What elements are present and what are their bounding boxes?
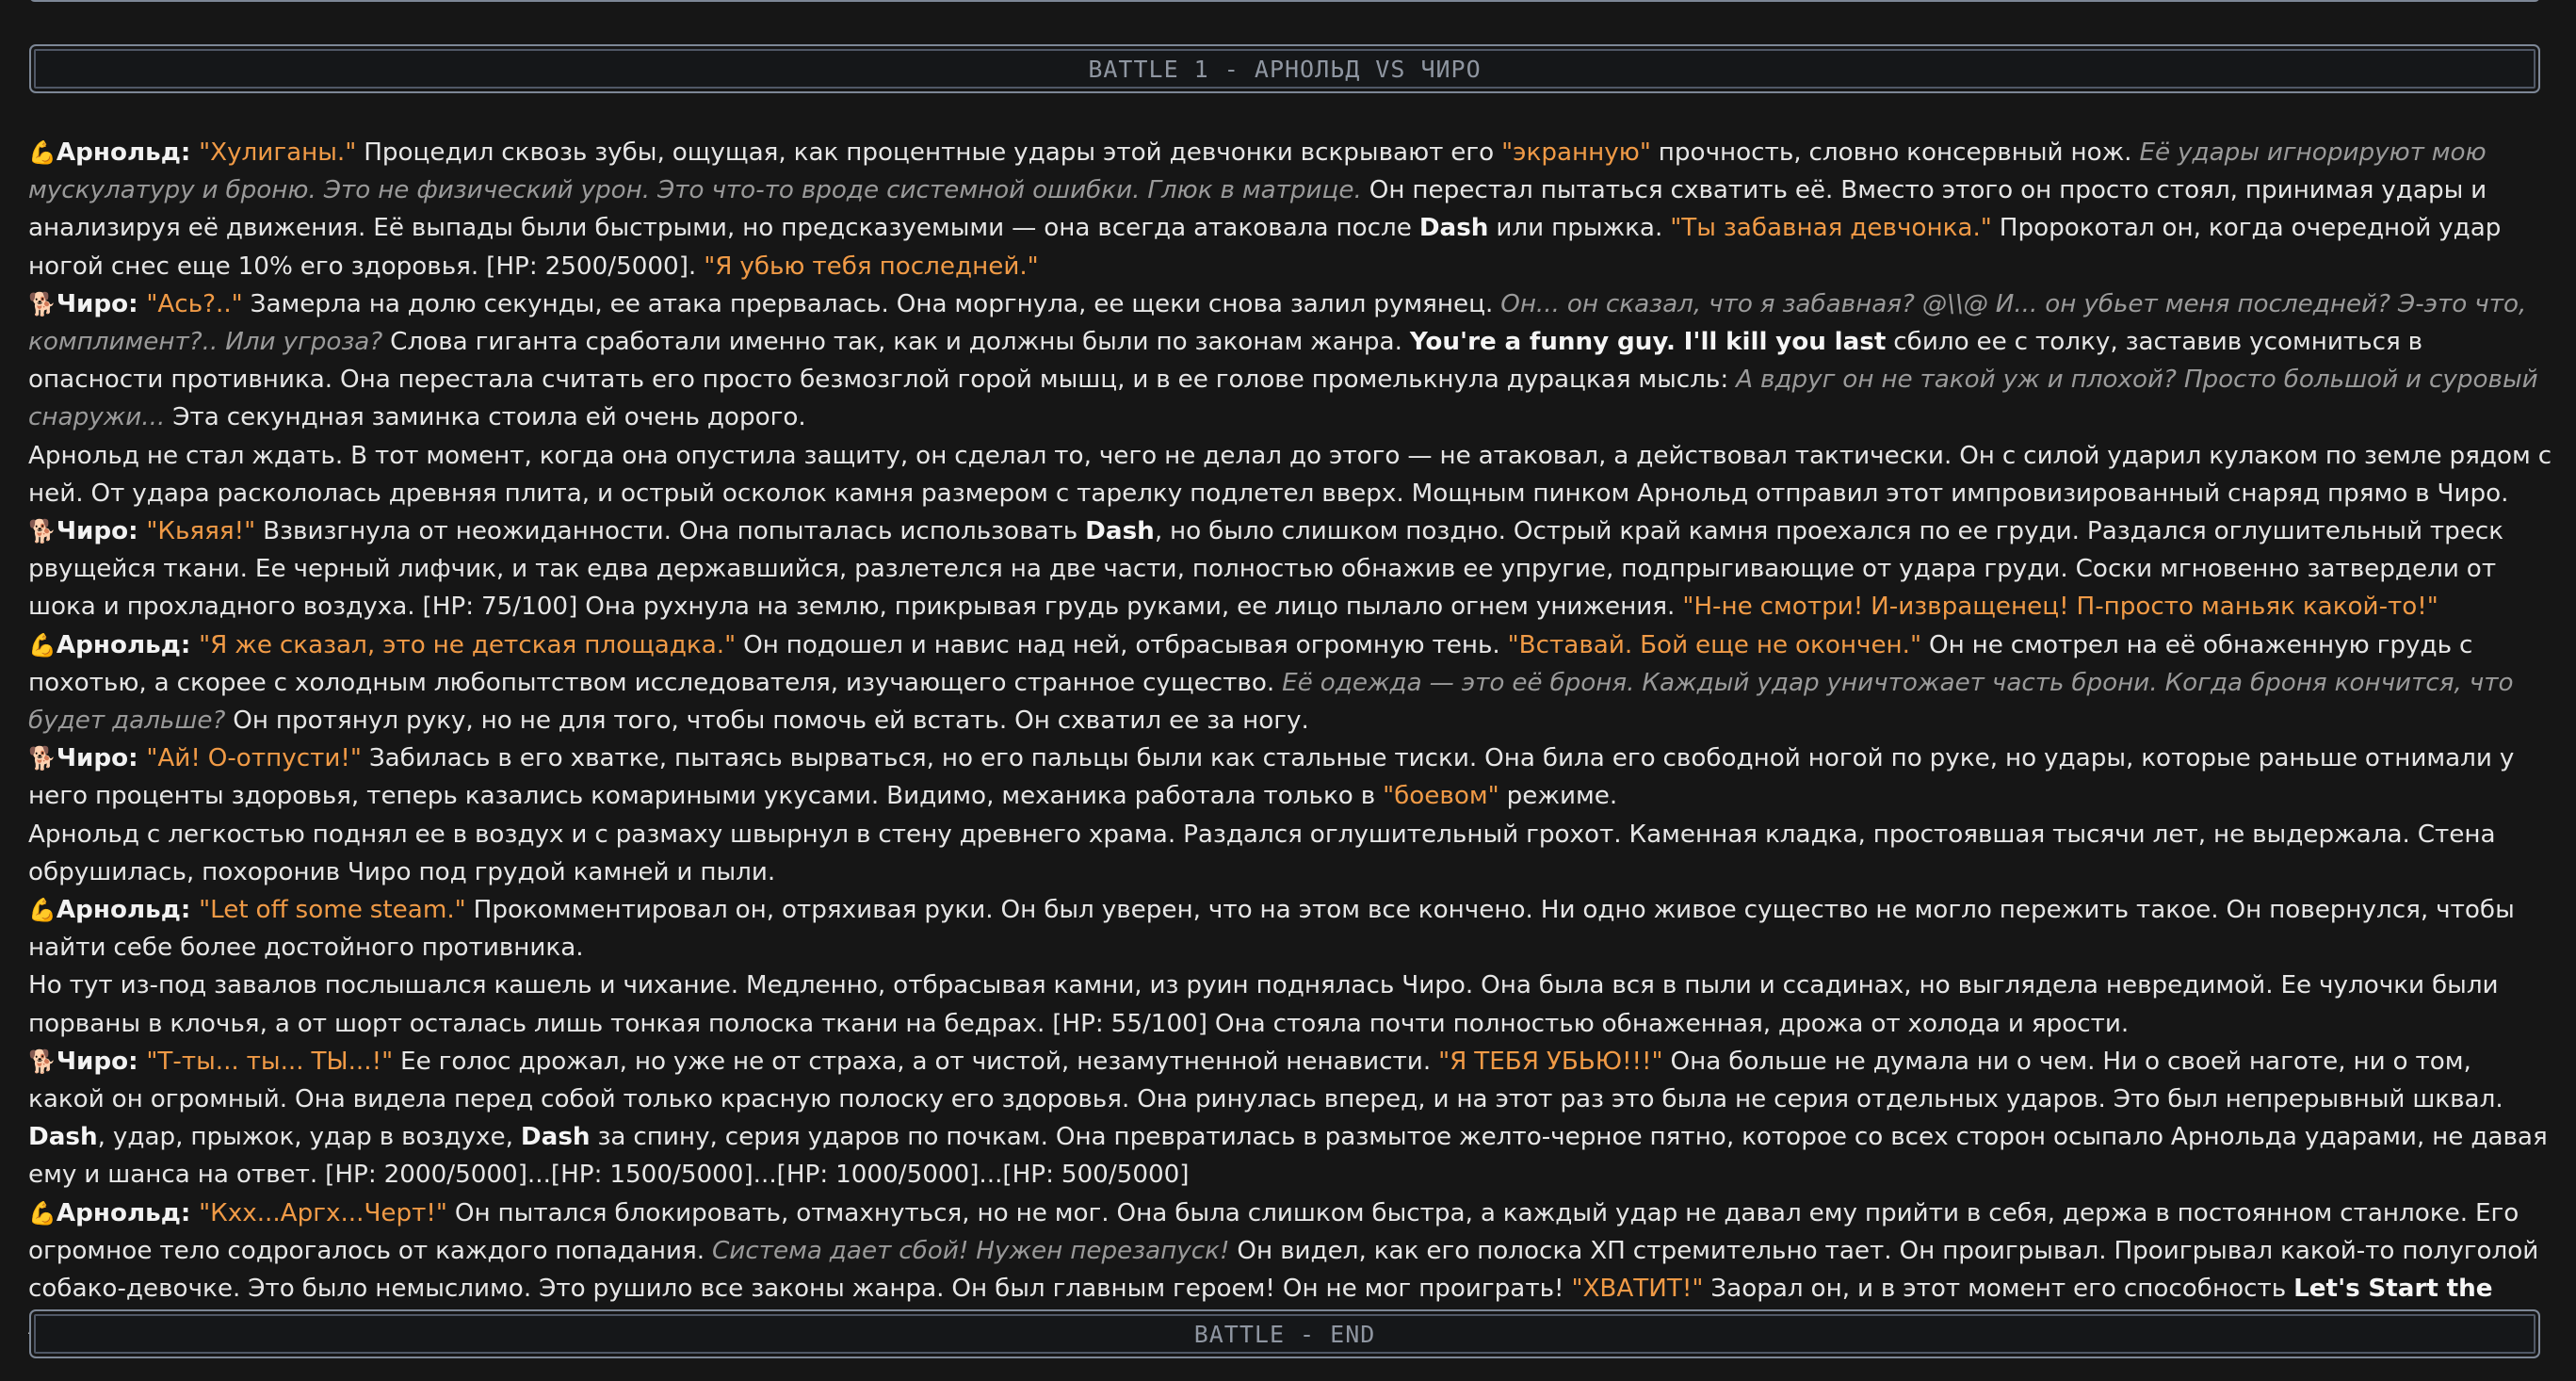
speaker-name: Арнольд:	[56, 1198, 200, 1227]
dialogue-quote: "боевом"	[1383, 782, 1499, 811]
dialogue-paragraph	[28, 891, 2552, 967]
narration-text: Арнольд с легкостью поднял ее в воздух и с размаху швырнул в стену древнего храма. Раздался оглушительный грохот. Каменная кладка, простоявшая тысячи лет, не выдержала. Стена обрушилась, похоронив Чиро под грудой камней и пыли.	[28, 820, 2496, 886]
battle-start-banner: BATTLE 1 - АРНОЛЬД VS ЧИРО	[29, 44, 2540, 93]
emphasis-term: Let's Start the	[2293, 1275, 2493, 1304]
previous-section-frame	[29, 0, 2540, 2]
inner-thought: Её удары игнорируют мою мускулатуру и броню. Это не физический урон. Это что-то вроде системной ошибки. Глюк в матрице.	[28, 138, 2487, 205]
dialogue-quote: "Т-ты... ты... ТЫ...!"	[146, 1047, 394, 1076]
narration-text: Он не смотрел на её обнаженную грудь с похотью, а скорее с холодным любопытством исследователя, изучающего странное существо.	[28, 630, 2473, 697]
emphasis-term: You're a funny guy. I'll kill you last	[1409, 328, 1887, 357]
dialogue-paragraph	[28, 512, 2552, 626]
dialogue-paragraph	[28, 1043, 2552, 1194]
speaker-name: Чиро:	[56, 517, 147, 546]
dialogue-quote: "Кхх...Аргх...Черт!"	[199, 1198, 447, 1227]
narration-text: Забилась в его хватке, пытаясь вырваться, но его пальцы были как стальные тиски. Она била его свободной ногой по руке, но удары, которые раньше отнимали у него проценты здоровья, теперь казались комариными укусами. Видимо, механика работала только в	[28, 744, 2515, 811]
narration-text: Процедил сквозь зубы, ощущая, как процентные удары этой девчонки вскрывают его	[356, 138, 1502, 167]
dialogue-paragraph	[28, 134, 2552, 285]
flexed-biceps-icon: 💪	[28, 631, 57, 658]
narration-text: Пророкотал он, когда очередной удар ногой снес еще 10% его здоровья. [HP: 2500/5000].	[28, 214, 2502, 281]
speaker-name: Чиро:	[56, 289, 147, 318]
dialogue-quote: "Хулиганы."	[199, 138, 357, 167]
dialogue-paragraph	[28, 739, 2552, 815]
dialogue-quote: "Ай! О-отпусти!"	[146, 744, 362, 773]
dialogue-quote: "Н-не смотри! И-извращенец! П-просто маньяк какой-то!"	[1682, 593, 2438, 622]
dog-icon: 🐕	[28, 518, 57, 545]
dialogue-paragraph	[28, 285, 2552, 437]
narration-paragraph	[28, 816, 2552, 891]
inner-thought: Система дает сбой! Нужен перезапуск!	[712, 1236, 1230, 1265]
inner-thought: Её одежда — это её броня. Каждый удар уничтожает часть брони. Когда броня кончится, что будет дальше?	[28, 668, 2514, 736]
narration-text: Взвизгнула от неожиданности. Она попыталась использовать	[255, 517, 1086, 546]
narration-text: Замерла на долю секунды, ее атака прервалась. Она моргнула, ее щеки снова залил румянец.	[242, 289, 1501, 318]
narration-text: Прокомментировал он, отряхивая руки. Он был уверен, что на этом все кончено. Ни одно живое существо не могло пережить такое. Он повернулся, чтобы найти себе более достойного противника.	[28, 896, 2515, 963]
flexed-biceps-icon: 💪	[28, 1199, 57, 1227]
narration-text: Заорал он, и в этот момент его способность	[1703, 1275, 2294, 1304]
emphasis-term: Dash	[520, 1123, 591, 1152]
narration-paragraph	[28, 967, 2552, 1042]
flexed-biceps-icon: 💪	[28, 897, 57, 924]
narration-text: , но было слишком поздно. Острый край камня проехался по ее груди. Раздался оглушительный треск рвущейся ткани. Ее черный лифчик, и так едва державшийся, разлетелся на две части, полностью обнажив ее упругие, подпрыгивающие от удара груди. Соски мгновенно затвердели от шока и прохладного воздуха. [HP: 75/100] Она рухнула на землю, прикрывая грудь руками, ее лицо пылало огнем унижения.	[28, 517, 2504, 622]
dialogue-quote: "экранную"	[1501, 138, 1651, 167]
emphasis-term: Dash	[1418, 214, 1489, 243]
narration-text: Слова гиганта сработали именно так, как и должны были по законам жанра.	[382, 328, 1410, 357]
speaker-name: Чиро:	[56, 1047, 147, 1076]
narration-text: Он видел, как его полоска ХП стремительно тает. Он проигрывал. Проигрывал какой-то полуголой собако-девочке. Это было немыслимо. Это рушило все законы жанра. Он был главным героем! Он не мог проиграть!	[28, 1236, 2539, 1304]
dialogue-quote: "Ась?.."	[146, 289, 243, 318]
narration-paragraph	[28, 437, 2552, 512]
narration-text: прочность, словно консервный нож.	[1650, 138, 2140, 167]
narration-text: Она больше не думала ни о чем. Ни о своей наготе, ни о том, какой он огромный. Она видела перед собой только красную полоску его здоровья. Она ринулась вперед, и на этот раз это была не серия отдельных ударов. Это был непрерывный шквал.	[28, 1047, 2503, 1114]
dialogue-quote: "Я ТЕБЯ УБЬЮ!!!"	[1438, 1047, 1663, 1076]
dialogue-quote: "Вставай. Бой еще не окончен."	[1507, 630, 1922, 659]
emphasis-term: Dash	[28, 1123, 98, 1152]
speaker-name: Арнольд:	[56, 138, 200, 167]
dog-icon: 🐕	[28, 1048, 57, 1075]
dialogue-quote: "Я убью тебя последней."	[704, 252, 1039, 281]
dialogue-quote: "ХВАТИТ!"	[1571, 1275, 1704, 1304]
narration-text: Он пытался блокировать, отмахнуться, но не мог. Она была слишком быстра, а каждый удар не давал ему прийти в себя, держа в постоянном станлоке. Его огромное тело содрогалось от каждого попадания.	[28, 1198, 2519, 1265]
narration-text: , удар, прыжок, удар в воздухе,	[97, 1123, 521, 1152]
dog-icon: 🐕	[28, 290, 57, 317]
narration-text: сбило ее с толку, заставив усомниться в опасности противника. Она перестала считать его просто безмозглой горой мышц, и в ее голове промелькнула дурацкая мысль:	[28, 328, 2423, 395]
dialogue-paragraph	[28, 626, 2552, 740]
narration-text: Эта секундная заминка стоила ей очень дорого.	[165, 403, 806, 432]
battle-end-banner: BATTLE - END	[29, 1309, 2540, 1358]
narration-text: Он подошел и навис над ней, отбрасывая огромную тень.	[736, 630, 1508, 659]
narration-text: за спину, серия ударов по почкам. Она превратилась в размытое желто-черное пятно, которое со всех сторон осыпало Арнольда ударами, не давая ему и шанса на ответ. [HP: 2000/5000]...[HP: 1500/5000]...[HP: 1000/5000]...[HP: 500/5000]	[28, 1123, 2548, 1190]
battle-story	[28, 134, 2552, 1346]
speaker-name: Арнольд:	[56, 630, 200, 659]
narration-text: режиме.	[1499, 782, 1618, 811]
flexed-biceps-icon: 💪	[28, 139, 57, 166]
inner-thought: Он... он сказал, что я забавная? @\\@ И... он убьет меня последней? Э-это что, комплимент?.. Или угроза?	[28, 289, 2527, 357]
dialogue-quote: "Let off some steam."	[199, 896, 466, 925]
dialogue-quote: "Ты забавная девчонка."	[1670, 214, 1992, 243]
narration-text: Он перестал пытаться схватить её. Вместо этого он просто стоял, принимая удары и анализируя её движения. Её выпады были быстрыми, но предсказуемыми — она всегда атаковала после	[28, 176, 2487, 243]
dialogue-quote: "Я же сказал, это не детская площадка."	[199, 630, 737, 659]
narration-text: Арнольд не стал ждать. В тот момент, когда она опустила защиту, он сделал то, чего не делал до этого — не атаковал, а действовал тактически. Он с силой ударил кулаком по земле рядом с ней. От удара раскололась древняя плита, и острый осколок камня размером с тарелку подлетел вверх. Мощным пинком Арнольд отправил этот импровизированный снаряд прямо в Чиро.	[28, 441, 2552, 508]
speaker-name: Чиро:	[56, 744, 147, 773]
dog-icon: 🐕	[28, 745, 57, 772]
inner-thought: А вдруг он не такой уж и плохой? Просто большой и суровый снаружи...	[28, 366, 2538, 432]
narration-text: Он протянул руку, но не для того, чтобы помочь ей встать. Он схватил ее за ногу.	[225, 707, 1309, 736]
narration-text: Но тут из-под завалов послышался кашель и чихание. Медленно, отбрасывая камни, из руин поднялась Чиро. Она была вся в пыли и ссадинах, но выглядела невредимой. Ее чулочки были порваны в клочья, а от шорт осталась лишь тонкая полоска ткани на бедрах. [HP: 55/100] Она стояла почти полностью обнаженная, дрожа от холода и ярости.	[28, 971, 2499, 1038]
narration-text: или прыжка.	[1488, 214, 1671, 243]
speaker-name: Арнольд:	[56, 896, 200, 925]
emphasis-term: Dash	[1085, 517, 1155, 546]
dialogue-quote: "Кьяяя!"	[146, 517, 256, 546]
narration-text: Ее голос дрожал, но уже не от страха, а от чистой, незамутненной ненависти.	[393, 1047, 1439, 1076]
